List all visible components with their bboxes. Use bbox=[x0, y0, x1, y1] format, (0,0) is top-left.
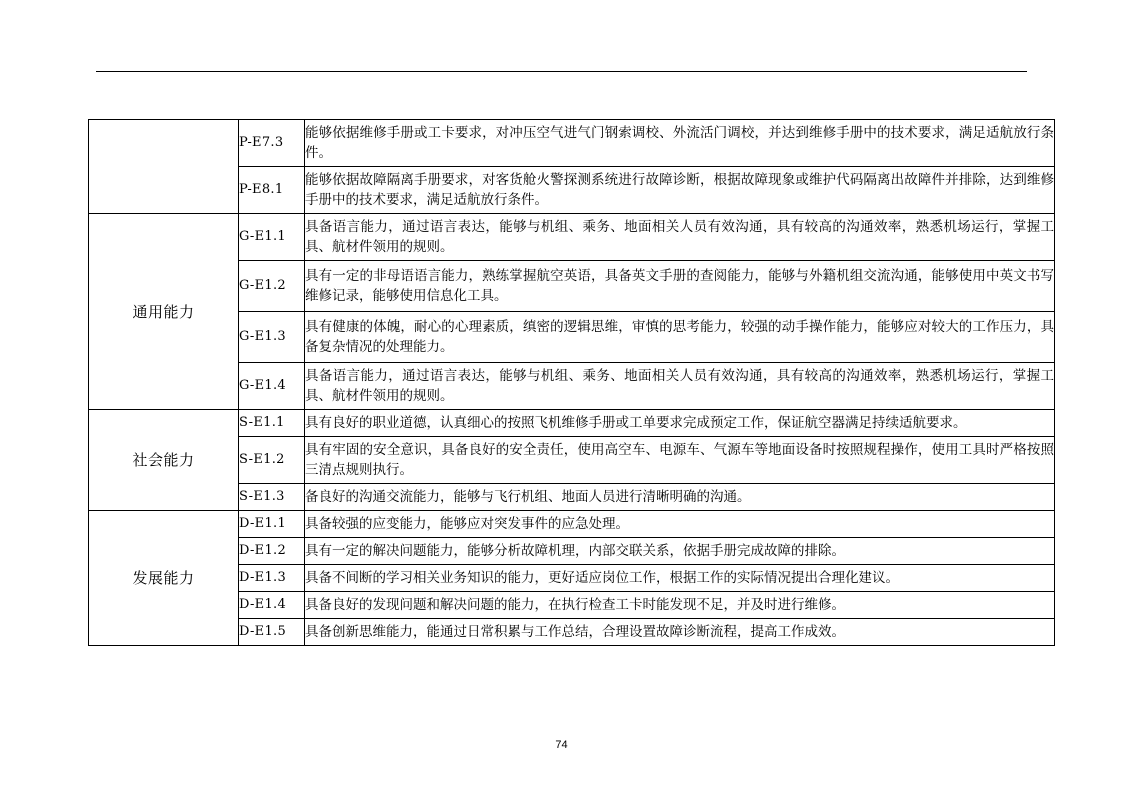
competency-description: 能够依据维修手册或工卡要求，对冲压空气进气门钢索调校、外流活门调校，并达到维修手册中的技术要求，满足适航放行条件。 bbox=[305, 120, 1055, 167]
competency-code: P-E8.1 bbox=[239, 167, 305, 214]
competency-description: 具备不间断的学习相关业务知识的能力，更好适应岗位工作，根据工作的实际情况提出合理化建议。 bbox=[305, 565, 1055, 592]
competency-code: S-E1.3 bbox=[239, 484, 305, 511]
competency-code: D-E1.1 bbox=[239, 511, 305, 538]
competency-description: 具备良好的发现问题和解决问题的能力，在执行检查工卡时能发现不足，并及时进行维修。 bbox=[305, 592, 1055, 619]
competency-code: D-E1.3 bbox=[239, 565, 305, 592]
category-cell-continued bbox=[89, 120, 239, 214]
competency-description: 具有一定的非母语语言能力，熟练掌握航空英语，具备英文手册的查阅能力，能够与外籍机组交流沟通，能够使用中英文书写维修记录，能够使用信息化工具。 bbox=[305, 261, 1055, 312]
competency-description: 能够依据故障隔离手册要求，对客货舱火警探测系统进行故障诊断，根据故障现象或维护代码隔离出故障件并排除，达到维修手册中的技术要求，满足适航放行条件。 bbox=[305, 167, 1055, 214]
competency-description: 具有健康的体魄，耐心的心理素质，缜密的逻辑思维，审慎的思考能力，较强的动手操作能力，能够应对较大的工作压力，具备复杂情况的处理能力。 bbox=[305, 312, 1055, 363]
competency-code: G-E1.4 bbox=[239, 363, 305, 410]
category-general: 通用能力 bbox=[89, 214, 239, 410]
competency-code: P-E7.3 bbox=[239, 120, 305, 167]
competency-description: 具备创新思维能力，能通过日常积累与工作总结，合理设置故障诊断流程，提高工作成效。 bbox=[305, 619, 1055, 646]
competency-table bbox=[88, 119, 1055, 646]
competency-description: 备良好的沟通交流能力，能够与飞行机组、地面人员进行清晰明确的沟通。 bbox=[305, 484, 1055, 511]
competency-code: D-E1.5 bbox=[239, 619, 305, 646]
table-row bbox=[89, 511, 1055, 538]
competency-description: 具有牢固的安全意识，具备良好的安全责任，使用高空车、电源车、气源车等地面设备时按照规程操作，使用工具时严格按照三清点规则执行。 bbox=[305, 437, 1055, 484]
category-social: 社会能力 bbox=[89, 410, 239, 511]
page-number: 74 bbox=[555, 739, 568, 751]
table-row bbox=[89, 410, 1055, 437]
competency-description: 具备语言能力，通过语言表达，能够与机组、乘务、地面相关人员有效沟通，具有较高的沟通效率，熟悉机场运行，掌握工具、航材件领用的规则。 bbox=[305, 214, 1055, 261]
competency-code: G-E1.3 bbox=[239, 312, 305, 363]
competency-description: 具备较强的应变能力，能够应对突发事件的应急处理。 bbox=[305, 511, 1055, 538]
category-development: 发展能力 bbox=[89, 511, 239, 646]
competency-code: D-E1.2 bbox=[239, 538, 305, 565]
competency-code: S-E1.1 bbox=[239, 410, 305, 437]
competency-description: 具有良好的职业道德，认真细心的按照飞机维修手册或工单要求完成预定工作，保证航空器满足持续适航要求。 bbox=[305, 410, 1055, 437]
table-row bbox=[89, 120, 1055, 167]
competency-code: D-E1.4 bbox=[239, 592, 305, 619]
competency-description: 具备语言能力，通过语言表达，能够与机组、乘务、地面相关人员有效沟通，具有较高的沟通效率，熟悉机场运行，掌握工具、航材件领用的规则。 bbox=[305, 363, 1055, 410]
competency-code: G-E1.1 bbox=[239, 214, 305, 261]
header-rule bbox=[96, 71, 1027, 72]
competency-description: 具有一定的解决问题能力，能够分析故障机理，内部交联关系，依据手册完成故障的排除。 bbox=[305, 538, 1055, 565]
competency-code: G-E1.2 bbox=[239, 261, 305, 312]
competency-code: S-E1.2 bbox=[239, 437, 305, 484]
table-row bbox=[89, 214, 1055, 261]
